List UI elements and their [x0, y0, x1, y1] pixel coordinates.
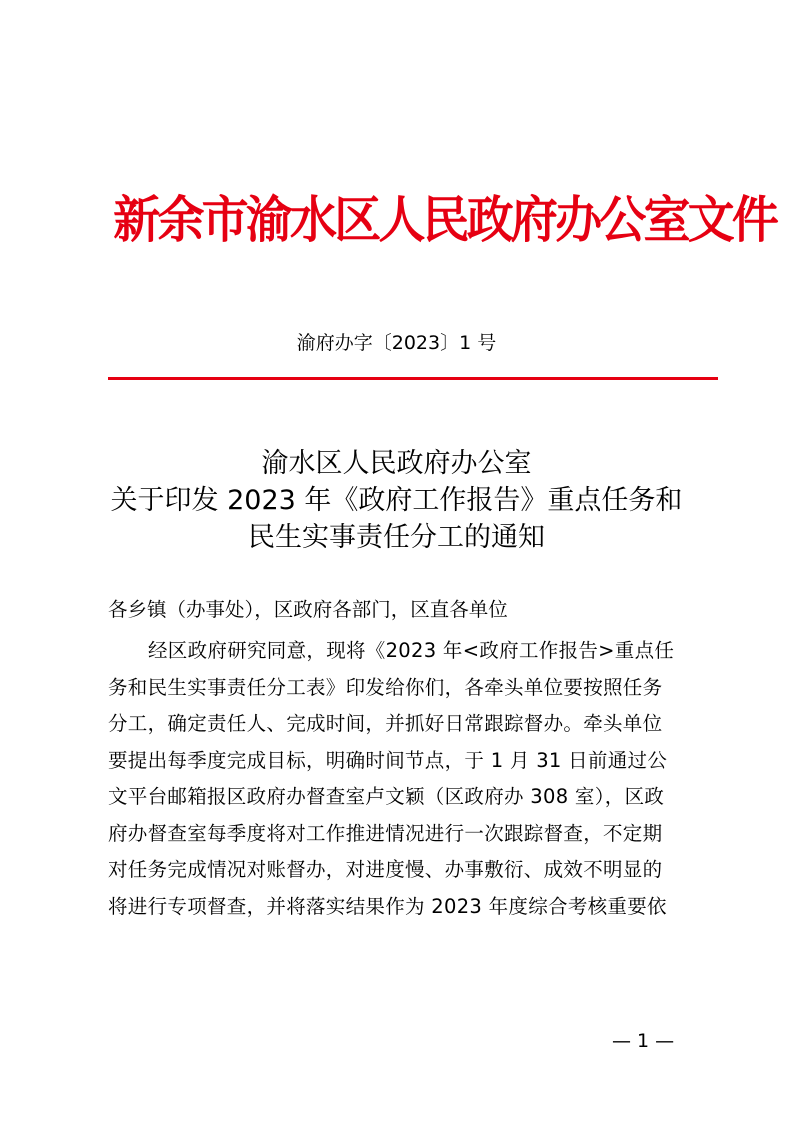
body-line: 文平台邮箱报区政府办督查室卢文颖（区政府办 308 室），区政: [108, 785, 665, 808]
title-line-1: 渝水区人民政府办公室: [261, 448, 532, 479]
red-divider-line: [108, 377, 718, 380]
document-number: 渝府办字〔2023〕1 号: [296, 332, 497, 354]
title-line-3: 民生实事责任分工的通知: [248, 522, 545, 553]
body-line: 府办督查室每季度将对工作推进情况进行一次跟踪督查，不定期: [108, 821, 663, 845]
body-line: 分工，确定责任人、完成时间，并抓好日常跟踪督办。牵头单位: [108, 712, 663, 735]
salutation: 各乡镇（办事处），区政府各部门，区直各单位: [108, 598, 508, 621]
body-line: 对任务完成情况对账督办，对进度慢、办事敷衍、成效不明显的: [108, 858, 663, 881]
page-number: — 1 —: [612, 1030, 675, 1052]
document-title: [0, 445, 793, 556]
body-line: 经区政府研究同意，现将《2023 年<政府工作报告>重点任: [148, 639, 675, 662]
body-line: 将进行专项督查，并将落实结果作为 2023 年度综合考核重要依: [108, 894, 667, 918]
body-paragraph: [108, 633, 698, 925]
title-line-2: 关于印发 2023 年《政府工作报告》重点任务和: [110, 485, 683, 516]
body-line: 务和民生实事责任分工表》印发给你们，各牵头单位要按照任务: [108, 675, 663, 699]
body-line: 要提出每季度完成目标，明确时间节点，于 1 月 31 日前通过公: [108, 748, 668, 772]
document-header: 新余市渝水区人民政府办公室文件: [113, 190, 776, 249]
